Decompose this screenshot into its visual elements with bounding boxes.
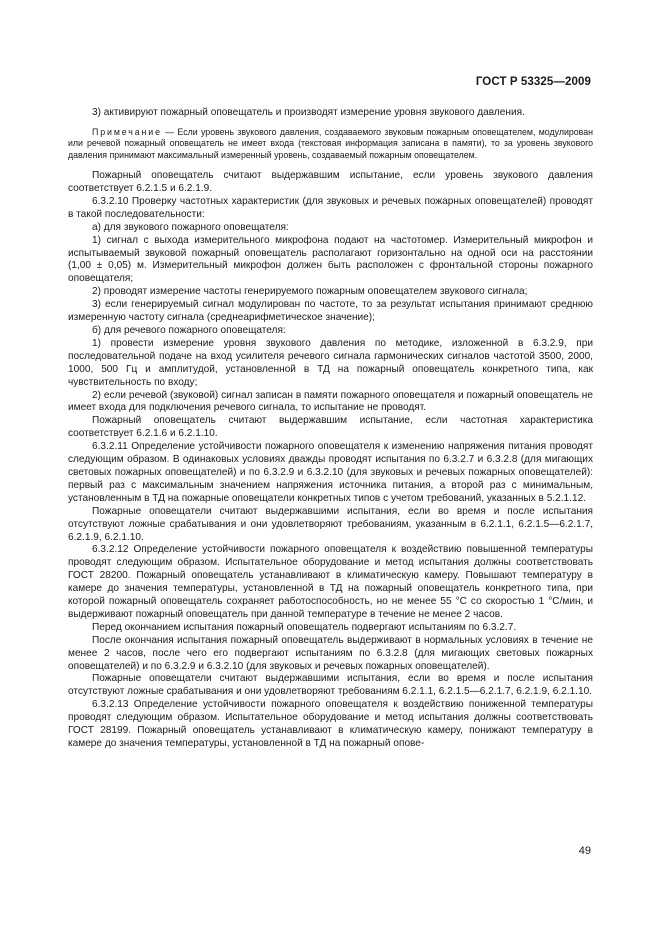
document-code: ГОСТ Р 53325—2009 (475, 76, 591, 88)
paragraph: После окончания испытания пожарный оповещатель выдерживают в нормальных условиях в течение не менее 2 часов, после чего его подвергают испытаниям по 6.3.2.8 (для мигающих световых пожарных оповещателей) и по 6.3.2.9 и 6.3.2.10 (для звуковых и речевых пожарных оповещателей). (68, 634, 593, 672)
paragraph: 2) если речевой (звуковой) сигнал записан в памяти пожарного оповещателя и пожарный оповещатель не имеет входа для подключения речевого сигнала, то испытание не проводят. (68, 389, 593, 414)
paragraph: 6.3.2.13 Определение устойчивости пожарного оповещателя к воздействию пониженной температуры проводят следующим образом. Испытательное оборудование и метод испытания должны соответствовать ГОСТ 28199. Пожарный оповещатель устанавливают в климатическую камеру, понижают температуру в камере до значения температуры, установленной в ТД на пожарный опове- (68, 699, 593, 749)
paragraph: 3) активируют пожарный оповещатель и производят измерение уровня звукового давления. (92, 107, 525, 118)
paragraph: 6.3.2.12 Определение устойчивости пожарного оповещателя к воздействию повышенной температуры проводят следующим образом. Испытательное оборудование и метод испытания должны соответствовать ГОСТ 28200. Пожарный оповещатель устанавливают в климатическую камеру. Повышают температуру в камере до значения температуры, установленной в ТД на пожарный оповещатель конкретного типа, при которой пожарный оповещатель сохраняет работоспособность, но не менее 55 °С со скоростью 1 °С/мин, и выдерживают пожарный оповещатель при данной температуре в течение не менее 2 часов. (68, 544, 593, 620)
paragraph: 6.3.2.10 Проверку частотных характеристик (для звуковых и речевых пожарных оповещателей) проводят в такой последовательности: (68, 195, 593, 220)
paragraph: Пожарные оповещатели считают выдержавшими испытания, если во время и после испытания отсутствуют ложные срабатывания и они удовлетворяют требованиям, указанным в 6.2.1.1, 6.2.1.5—6.2.1.7, 6.2.1.9, 6.2.1.10. (68, 505, 593, 543)
paragraph: 1) сигнал с выхода измерительного микрофона подают на частотомер. Измерительный микрофон и испытываемый звуковой пожарный оповещатель располагают горизонтально на одной оси на расстоянии (1,00 ± 0,05) м. Измерительный микрофон должен быть расположен с фронтальной стороны пожарного оповещателя; (68, 234, 593, 285)
paragraph: Пожарный оповещатель считают выдержавшим испытание, если частотная характеристика соответствует 6.2.1.6 и 6.2.1.10. (68, 415, 593, 440)
note-text: — Если уровень звукового давления, создаваемого звуковым пожарным оповещателем, модулирован или речевой пожарный оповещатель не имеет входа (текстовая информация записана в памяти), то за уровень звукового давления принимают максимальный измеренный уровень, создаваемый пожарным оповещателем. (68, 126, 593, 160)
paragraph: Пожарные оповещатели считают выдержавшими испытания, если во время и после испытания отсутствуют ложные срабатывания и они удовлетворяют требованиям 6.2.1.1, 6.2.1.5—6.2.1.7, 6.2.1.9, 6.2.1.10. (68, 673, 593, 698)
paragraph: 2) проводят измерение частоты генерируемого пожарным оповещателем звукового сигнала; (92, 286, 528, 298)
paragraph: а) для звукового пожарного оповещателя: (92, 221, 289, 233)
note (68, 127, 593, 161)
note-label: Примечание (92, 126, 162, 137)
paragraph: Перед окончанием испытания пожарный оповещатель подвергают испытаниям по 6.3.2.7. (92, 621, 517, 633)
paragraph: 3) если генерируемый сигнал модулирован по частоте, то за результат испытания принимают среднюю измеренную частоту сигнала (среднеарифметическое значение); (68, 299, 593, 324)
document-body (68, 107, 593, 751)
paragraph: 6.3.2.11 Определение устойчивости пожарного оповещателя к изменению напряжения питания проводят следующим образом. В одинаковых условиях дважды проводят испытания по 6.3.2.7 и 6.3.2.8 (для мигающих световых пожарных оповещателей) и по 6.3.2.9 и 6.3.2.10 (для звуковых и речевых пожарных оповещателей): первый раз с максимальным значением напряжения источника питания, а второй раз с минимальным, установленным в ТД на пожарные оповещатели конкретных типов с учетом требований, указанных в 5.2.1.12. (68, 441, 593, 504)
page-number: 49 (578, 845, 591, 857)
paragraph: Пожарный оповещатель считают выдержавшим испытание, если уровень звукового давления соответствует 6.2.1.5 и 6.2.1.9. (68, 170, 593, 195)
paragraph: б) для речевого пожарного оповещателя: (92, 325, 286, 336)
paragraph: 1) провести измерение уровня звукового давления по методике, изложенной в 6.3.2.9, при последовательной подаче на вход усилителя речевого сигнала гармонических сигналов частотой 3500, 2000, 1000, 500 Гц и амплитудой, установленной в ТД на пожарный оповещатель конкретного типа, как чувствительность по входу; (68, 337, 593, 388)
